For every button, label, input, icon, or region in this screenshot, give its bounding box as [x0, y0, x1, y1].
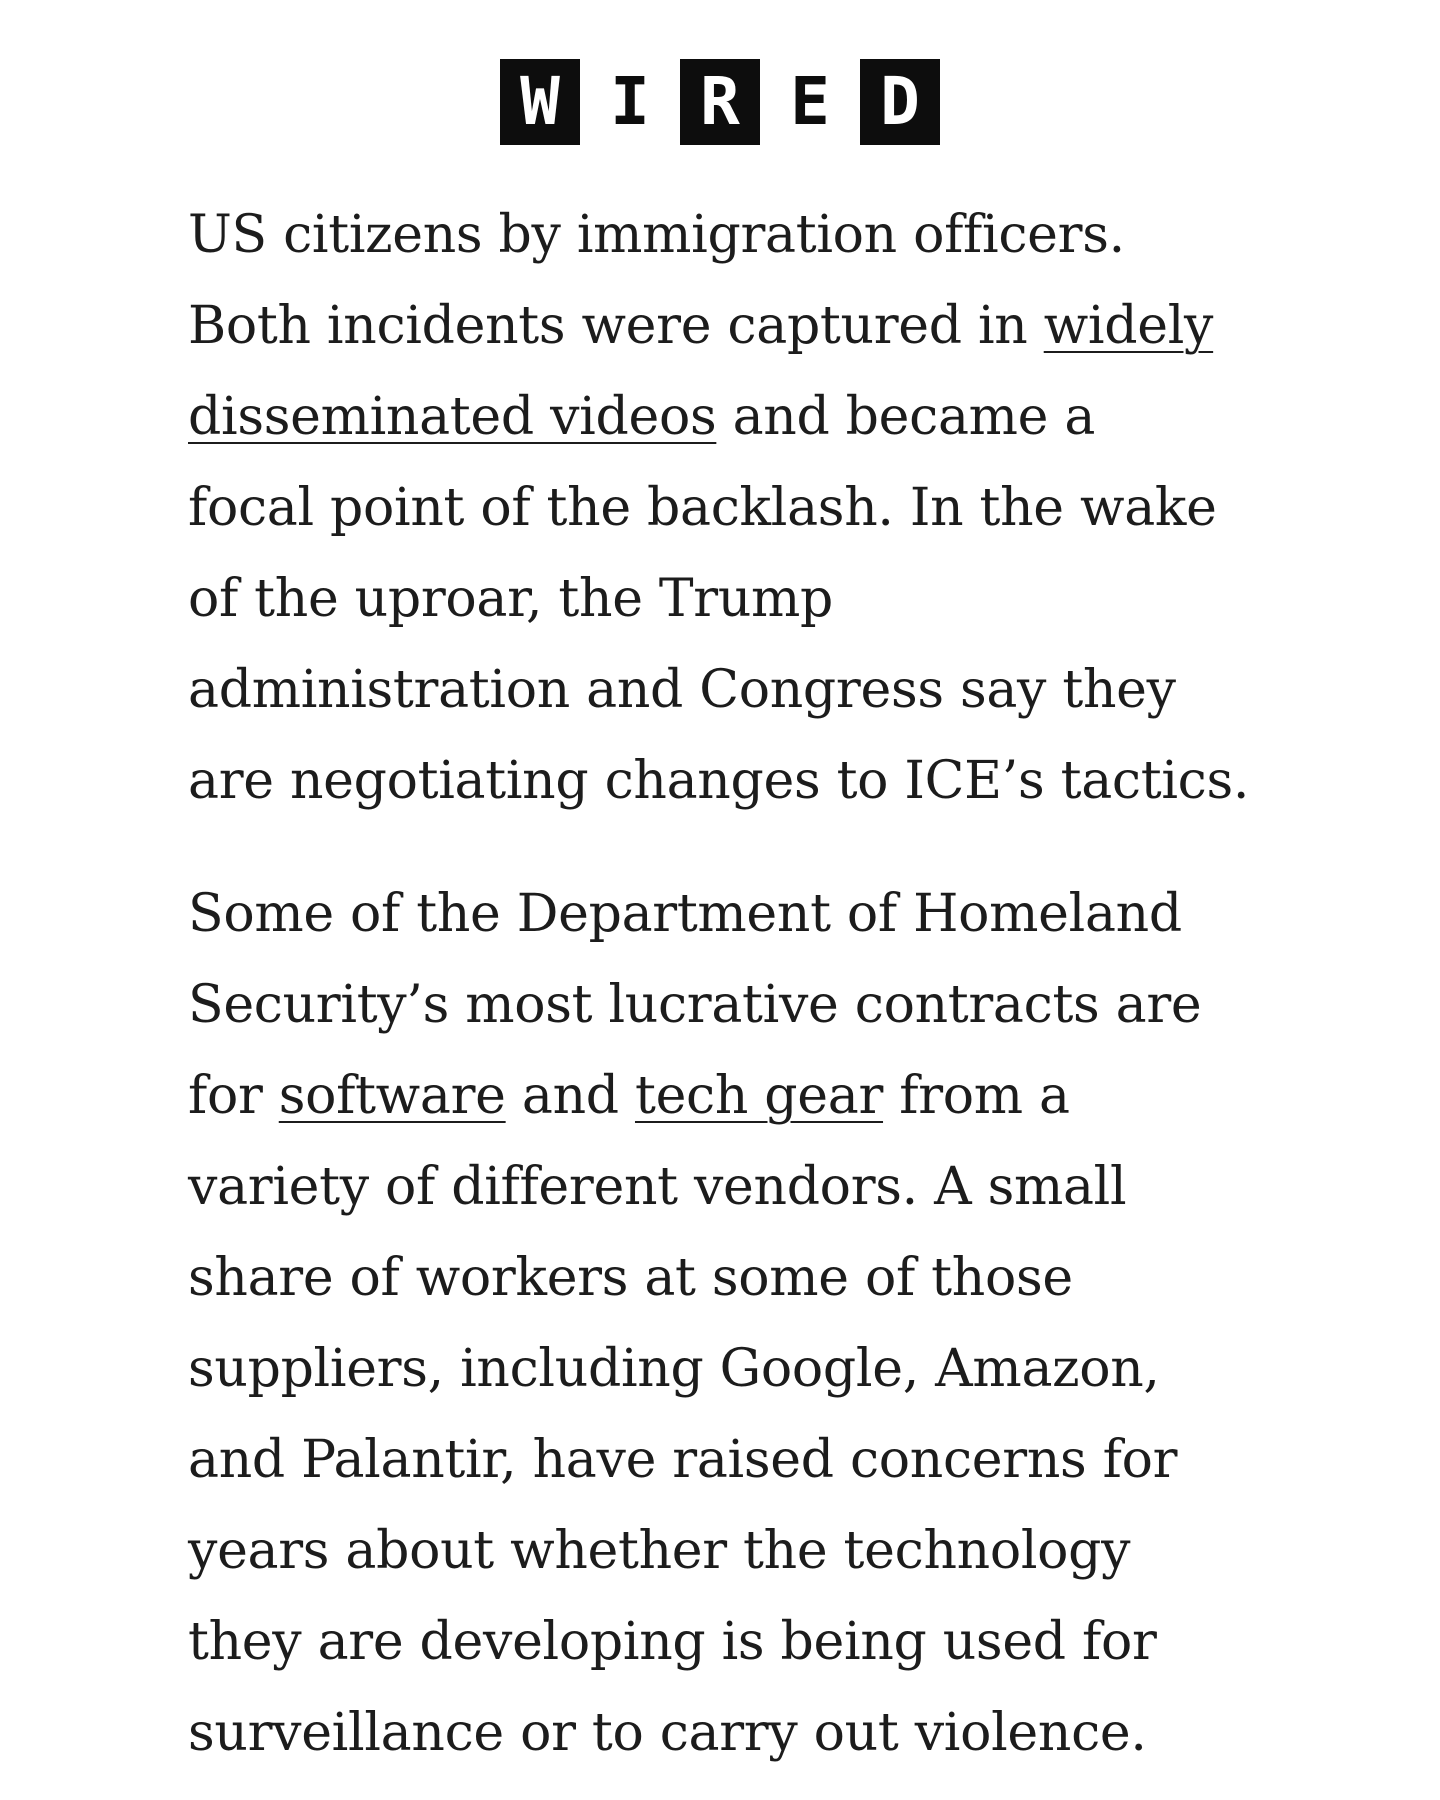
- software-link[interactable]: software: [278, 1066, 506, 1126]
- paragraph-1-line-3: [188, 372, 1288, 463]
- logo-letter-r: R: [680, 59, 760, 145]
- paragraph-1-line-2-text: Both incidents were captured in: [188, 296, 1044, 356]
- article-body: [188, 190, 1298, 1779]
- paragraph-2-line-4: variety of different vendors. A small: [188, 1157, 1127, 1217]
- paragraph-2-line-6: suppliers, including Google, Amazon,: [188, 1339, 1160, 1399]
- paragraph-2-line-10: surveillance or to carry out violence.: [188, 1703, 1147, 1763]
- paragraph-2-line-3-text-mid: and: [505, 1066, 635, 1126]
- logo-letter-e: E: [770, 59, 850, 145]
- paragraph-1-line-4: focal point of the backlash. In the wake: [188, 478, 1217, 538]
- logo-letter-d: D: [860, 59, 940, 145]
- paragraph-1-line-7: are negotiating changes to ICE’s tactics.: [188, 751, 1250, 811]
- paragraph-2-line-2: Security’s most lucrative contracts are: [188, 975, 1202, 1035]
- paragraph-2-line-3-text-pre: for: [188, 1066, 279, 1126]
- paragraph-2-line-8: years about whether the technology: [188, 1521, 1131, 1581]
- wired-logo-letters: [500, 59, 940, 145]
- widely-disseminated-videos-link-continued[interactable]: disseminated videos: [188, 387, 717, 447]
- paragraph-1-line-6: administration and Congress say they: [188, 660, 1176, 720]
- paragraph-2-line-1: Some of the Department of Homeland: [188, 884, 1182, 944]
- paragraph-1: [188, 190, 1288, 827]
- paragraph-2-line-3-text-post: from a: [883, 1066, 1070, 1126]
- widely-disseminated-videos-link[interactable]: widely: [1043, 296, 1214, 356]
- paragraph-1-line-5: of the uproar, the Trump: [188, 569, 834, 629]
- paragraph-1-line-3-text: and became a: [716, 387, 1096, 447]
- logo-letter-i: I: [590, 59, 670, 145]
- paragraph-2-line-3: [188, 1051, 1288, 1142]
- paragraph-2-line-7: and Palantir, have raised concerns for: [188, 1430, 1178, 1490]
- wired-logo[interactable]: [0, 59, 1440, 145]
- paragraph-1-line-2: [188, 281, 1288, 372]
- paragraph-2-line-9: they are developing is being used for: [188, 1612, 1157, 1672]
- tech-gear-link[interactable]: tech gear: [634, 1066, 884, 1126]
- paragraph-1-line-1: US citizens by immigration officers.: [188, 205, 1125, 265]
- paragraph-2: [188, 869, 1288, 1779]
- logo-letter-w: W: [500, 59, 580, 145]
- paragraph-2-line-5: share of workers at some of those: [188, 1248, 1073, 1308]
